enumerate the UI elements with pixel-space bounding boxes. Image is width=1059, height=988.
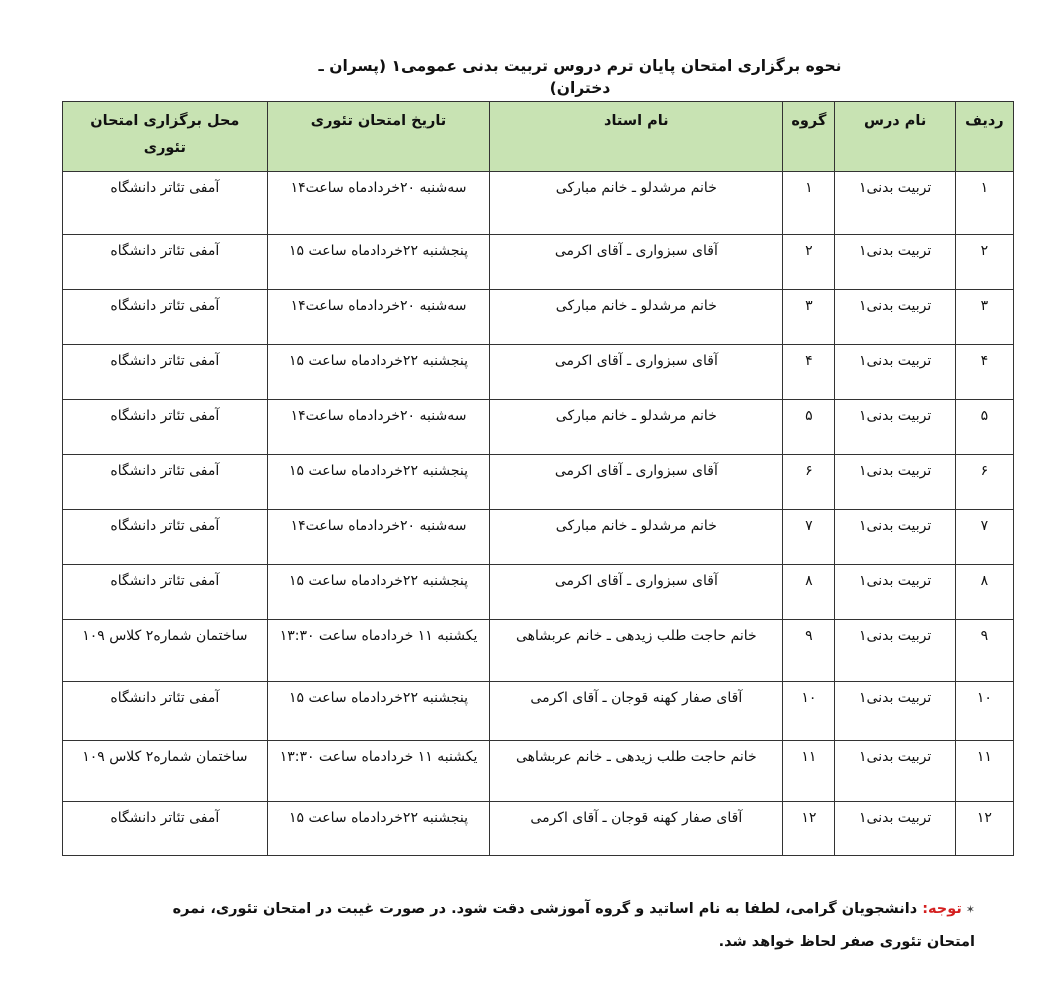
table-row (63, 400, 1014, 455)
cell-course-name: تربیت بدنی۱ (835, 565, 955, 620)
cell-group: ۹ (783, 620, 835, 682)
cell-course-name: تربیت بدنی۱ (835, 802, 955, 856)
cell-course-name: تربیت بدنی۱ (835, 345, 955, 400)
cell-course-name: تربیت بدنی۱ (835, 290, 955, 345)
cell-exam-date: پنجشنبه ۲۲خردادماه ساعت ۱۵ (267, 682, 490, 741)
cell-row-number: ۶ (955, 455, 1013, 510)
table-row (63, 510, 1014, 565)
table-header-row (63, 102, 1014, 172)
cell-row-number: ۱۰ (955, 682, 1013, 741)
page-title: نحوه برگزاری امتحان پایان ترم دروس تربیت بدنی عمومی۱ (پسران ـ دختران) (318, 57, 842, 97)
cell-row-number: ۳ (955, 290, 1013, 345)
header-teacher-name: نام استاد (490, 102, 783, 172)
cell-exam-place: آمفی تئاتر دانشگاه (63, 455, 268, 510)
cell-exam-place: آمفی تئاتر دانشگاه (63, 235, 268, 290)
cell-teacher-name: آقای سبزواری ـ آقای اکرمی (490, 455, 783, 510)
cell-exam-place: آمفی تئاتر دانشگاه (63, 290, 268, 345)
header-course-name: نام درس (835, 102, 955, 172)
cell-row-number: ۱ (955, 172, 1013, 235)
cell-exam-date: یکشنبه ۱۱ خردادماه ساعت ۱۳:۳۰ (267, 741, 490, 802)
table-row (63, 741, 1014, 802)
table-row (63, 345, 1014, 400)
cell-teacher-name: خانم مرشدلو ـ خانم مبارکی (490, 510, 783, 565)
cell-course-name: تربیت بدنی۱ (835, 400, 955, 455)
cell-course-name: تربیت بدنی۱ (835, 455, 955, 510)
table-row (63, 455, 1014, 510)
cell-row-number: ۱۲ (955, 802, 1013, 856)
header-group: گروه (783, 102, 835, 172)
cell-teacher-name: خانم مرشدلو ـ خانم مبارکی (490, 290, 783, 345)
cell-row-number: ۵ (955, 400, 1013, 455)
cell-teacher-name: آقای سبزواری ـ آقای اکرمی (490, 235, 783, 290)
cell-exam-date: سه‌شنبه ۲۰خردادماه ساعت۱۴ (267, 172, 490, 235)
cell-row-number: ۱۱ (955, 741, 1013, 802)
cell-group: ۱۱ (783, 741, 835, 802)
cell-group: ۶ (783, 455, 835, 510)
table-row (63, 290, 1014, 345)
notice-text: دانشجویان گرامی، لطفا به نام اساتید و گروه آموزشی دقت شود. در صورت غیبت در امتحان تئوری، نمره امتحان تئوری صفر لحاظ خواهد شد. (172, 901, 975, 950)
table-row (63, 620, 1014, 682)
cell-exam-place: آمفی تئاتر دانشگاه (63, 345, 268, 400)
cell-group: ۵ (783, 400, 835, 455)
notice (150, 893, 975, 959)
cell-exam-date: یکشنبه ۱۱ خردادماه ساعت ۱۳:۳۰ (267, 620, 490, 682)
cell-exam-place: ساختمان شماره۲ کلاس ۱۰۹ (63, 620, 268, 682)
cell-group: ۱ (783, 172, 835, 235)
cell-course-name: تربیت بدنی۱ (835, 741, 955, 802)
table-body (63, 172, 1014, 856)
cell-exam-place: آمفی تئاتر دانشگاه (63, 802, 268, 856)
header-exam-place: محل برگزاری امتحان تئوری (63, 102, 268, 172)
cell-group: ۳ (783, 290, 835, 345)
cell-exam-date: سه‌شنبه ۲۰خردادماه ساعت۱۴ (267, 400, 490, 455)
cell-teacher-name: خانم مرشدلو ـ خانم مبارکی (490, 400, 783, 455)
table-row (63, 682, 1014, 741)
cell-course-name: تربیت بدنی۱ (835, 510, 955, 565)
cell-exam-place: ساختمان شماره۲ کلاس ۱۰۹ (63, 741, 268, 802)
cell-exam-place: آمفی تئاتر دانشگاه (63, 682, 268, 741)
cell-course-name: تربیت بدنی۱ (835, 682, 955, 741)
cell-exam-date: پنجشنبه ۲۲خردادماه ساعت ۱۵ (267, 345, 490, 400)
cell-exam-date: سه‌شنبه ۲۰خردادماه ساعت۱۴ (267, 290, 490, 345)
cell-exam-place: آمفی تئاتر دانشگاه (63, 172, 268, 235)
cell-exam-place: آمفی تئاتر دانشگاه (63, 400, 268, 455)
table-row (63, 802, 1014, 856)
notice-label: توجه: (922, 901, 962, 917)
cell-course-name: تربیت بدنی۱ (835, 235, 955, 290)
cell-teacher-name: خانم مرشدلو ـ خانم مبارکی (490, 172, 783, 235)
table-row (63, 172, 1014, 235)
cell-group: ۱۰ (783, 682, 835, 741)
cell-exam-date: پنجشنبه ۲۲خردادماه ساعت ۱۵ (267, 802, 490, 856)
cell-teacher-name: آقای سبزواری ـ آقای اکرمی (490, 565, 783, 620)
cell-exam-date: پنجشنبه ۲۲خردادماه ساعت ۱۵ (267, 235, 490, 290)
cell-group: ۱۲ (783, 802, 835, 856)
cell-course-name: تربیت بدنی۱ (835, 172, 955, 235)
cell-course-name: تربیت بدنی۱ (835, 620, 955, 682)
cell-row-number: ۹ (955, 620, 1013, 682)
cell-teacher-name: آقای صفار کهنه قوجان ـ آقای اکرمی (490, 802, 783, 856)
header-exam-date: تاریخ امتحان تئوری (267, 102, 490, 172)
cell-row-number: ۲ (955, 235, 1013, 290)
table-row (63, 235, 1014, 290)
bullet-icon: ✶ (965, 903, 975, 916)
table-row (63, 565, 1014, 620)
cell-exam-place: آمفی تئاتر دانشگاه (63, 565, 268, 620)
cell-teacher-name: آقای سبزواری ـ آقای اکرمی (490, 345, 783, 400)
cell-row-number: ۴ (955, 345, 1013, 400)
exam-schedule-table (62, 101, 1014, 856)
cell-teacher-name: خانم حاجت طلب زیدهی ـ خانم عربشاهی (490, 620, 783, 682)
cell-exam-date: سه‌شنبه ۲۰خردادماه ساعت۱۴ (267, 510, 490, 565)
cell-teacher-name: خانم حاجت طلب زیدهی ـ خانم عربشاهی (490, 741, 783, 802)
cell-exam-place: آمفی تئاتر دانشگاه (63, 510, 268, 565)
header-row-number: ردیف (955, 102, 1013, 172)
cell-group: ۲ (783, 235, 835, 290)
cell-exam-date: پنجشنبه ۲۲خردادماه ساعت ۱۵ (267, 565, 490, 620)
cell-row-number: ۸ (955, 565, 1013, 620)
cell-teacher-name: آقای صفار کهنه قوجان ـ آقای اکرمی (490, 682, 783, 741)
cell-exam-date: پنجشنبه ۲۲خردادماه ساعت ۱۵ (267, 455, 490, 510)
cell-row-number: ۷ (955, 510, 1013, 565)
cell-group: ۸ (783, 565, 835, 620)
cell-group: ۷ (783, 510, 835, 565)
cell-group: ۴ (783, 345, 835, 400)
